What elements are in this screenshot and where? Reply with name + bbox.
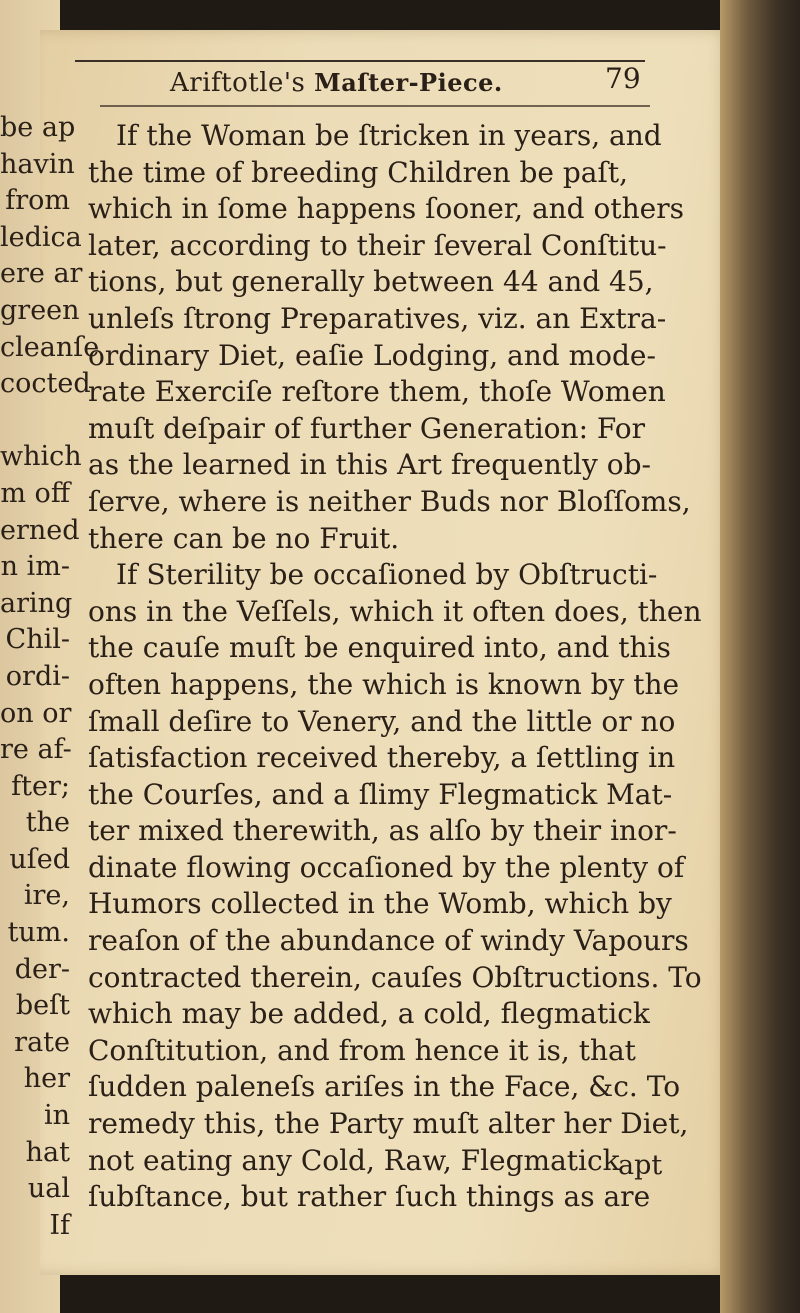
text-line: the cauſe muſt be enquired into, and this (88, 631, 671, 665)
margin-fragment: uſed (9, 843, 70, 875)
margin-fragment: from (5, 185, 70, 217)
margin-fragment: beſt (15, 990, 70, 1022)
text-line: ſubſtance, but rather ſuch things as are (88, 1180, 651, 1214)
margin-fragment: aring (0, 587, 73, 619)
margin-fragment (0, 403, 70, 440)
margin-fragment: Chil- (5, 624, 70, 656)
page-number: 79 (605, 62, 641, 95)
text-line: not eating any Cold, Raw, Flegmatick (88, 1143, 620, 1177)
text-line: ordinary Diet, eaſie Lodging, and mode- (88, 338, 656, 372)
margin-fragment: which (0, 441, 82, 473)
text-line: ons in the Veſſels, which it often does, then (88, 594, 702, 628)
margin-fragment: the (25, 807, 70, 839)
text-line: contracted therein, cauſes Obſtructions. To (88, 960, 702, 994)
margin-fragment: her (23, 1063, 70, 1095)
margin-fragment: cocted (0, 368, 91, 400)
text-line: ſmall deſire to Venery, and the little or no (88, 704, 676, 738)
text-line: ſerve, where is neither Buds nor Bloſſoms, (88, 484, 691, 518)
running-head (170, 68, 503, 98)
running-head-prefix: Ariftotle's (170, 68, 306, 98)
text-line: the time of breeding Children be paſt, (88, 155, 628, 189)
margin-fragment: green (0, 294, 80, 326)
margin-fragment: ual (27, 1173, 70, 1205)
text-line: the Courſes, and a ſlimy Flegmatick Mat- (88, 777, 673, 811)
text-line: If Sterility be occaſioned by Obſtructi- (116, 558, 658, 592)
text-line: tions, but generally between 44 and 45, (88, 265, 654, 299)
text-line: which in ſome happens ſooner, and others (88, 192, 684, 226)
margin-fragment: tum. (7, 917, 70, 949)
text-line: as the learned in this Art frequently ob- (88, 448, 651, 482)
text-line: there can be no Fruit. (88, 521, 400, 555)
text-line: muſt deſpair of further Generation: For (88, 411, 646, 445)
margin-fragment: ordi- (5, 660, 70, 692)
margin-fragment: on or (0, 697, 72, 729)
text-line: dinate flowing occaſioned by the plenty of (88, 850, 685, 884)
margin-fragment: ledica (0, 221, 82, 253)
margin-fragment: fter; (11, 770, 70, 802)
head-underline (100, 105, 650, 107)
margin-fragment: ere ar (0, 258, 83, 290)
text-line: unleſs ſtrong Preparatives, viz. an Extra- (88, 301, 667, 335)
text-line: ſatisfaction received thereby, a ſettling in (88, 741, 676, 775)
margin-fragment: ire, (23, 880, 70, 912)
margin-fragment: hat (25, 1136, 70, 1168)
margin-fragment: havin (0, 148, 75, 180)
margin-fragment: be ap (0, 112, 76, 143)
text-line: ſudden paleneſs ariſes in the Face, &c. To (88, 1070, 681, 1104)
text-line: ter mixed therewith, as alſo by their inor- (88, 814, 677, 848)
text-line: often happens, the which is known by the (88, 667, 680, 701)
text-line: If the Woman be ſtricken in years, and (116, 119, 662, 152)
text-line: Conſtitution, and from hence it is, that (88, 1033, 636, 1067)
margin-fragment: erned (0, 514, 80, 546)
left-page-margin-text (0, 110, 100, 1244)
book-edge (720, 0, 800, 1313)
margin-fragment: re af- (0, 734, 72, 766)
margin-fragment: der- (14, 953, 70, 985)
text-line: remedy this, the Party muſt alter her Diet, (88, 1107, 689, 1141)
margin-fragment: If (49, 1209, 70, 1241)
margin-fragment: rate (14, 1026, 70, 1058)
text-line: rate Exerciſe reſtore them, thoſe Women (88, 375, 666, 409)
body-text (88, 118, 702, 1216)
running-head-title: Maſter-Piece. (314, 68, 503, 97)
text-line: Humors collected in the Womb, which by (88, 887, 672, 921)
text-line: reaſon of the abundance of windy Vapours (88, 924, 689, 958)
margin-fragment: cleanſe (0, 331, 100, 363)
catchword: apt (618, 1150, 663, 1181)
header-rule (75, 60, 645, 62)
margin-fragment: n im- (0, 551, 70, 583)
text-line: later, according to their ſeveral Conſtitu- (88, 228, 667, 262)
margin-fragment: m off (0, 477, 70, 509)
margin-fragment: in (43, 1100, 70, 1132)
text-line: which may be added, a cold, flegmatick (88, 997, 650, 1031)
